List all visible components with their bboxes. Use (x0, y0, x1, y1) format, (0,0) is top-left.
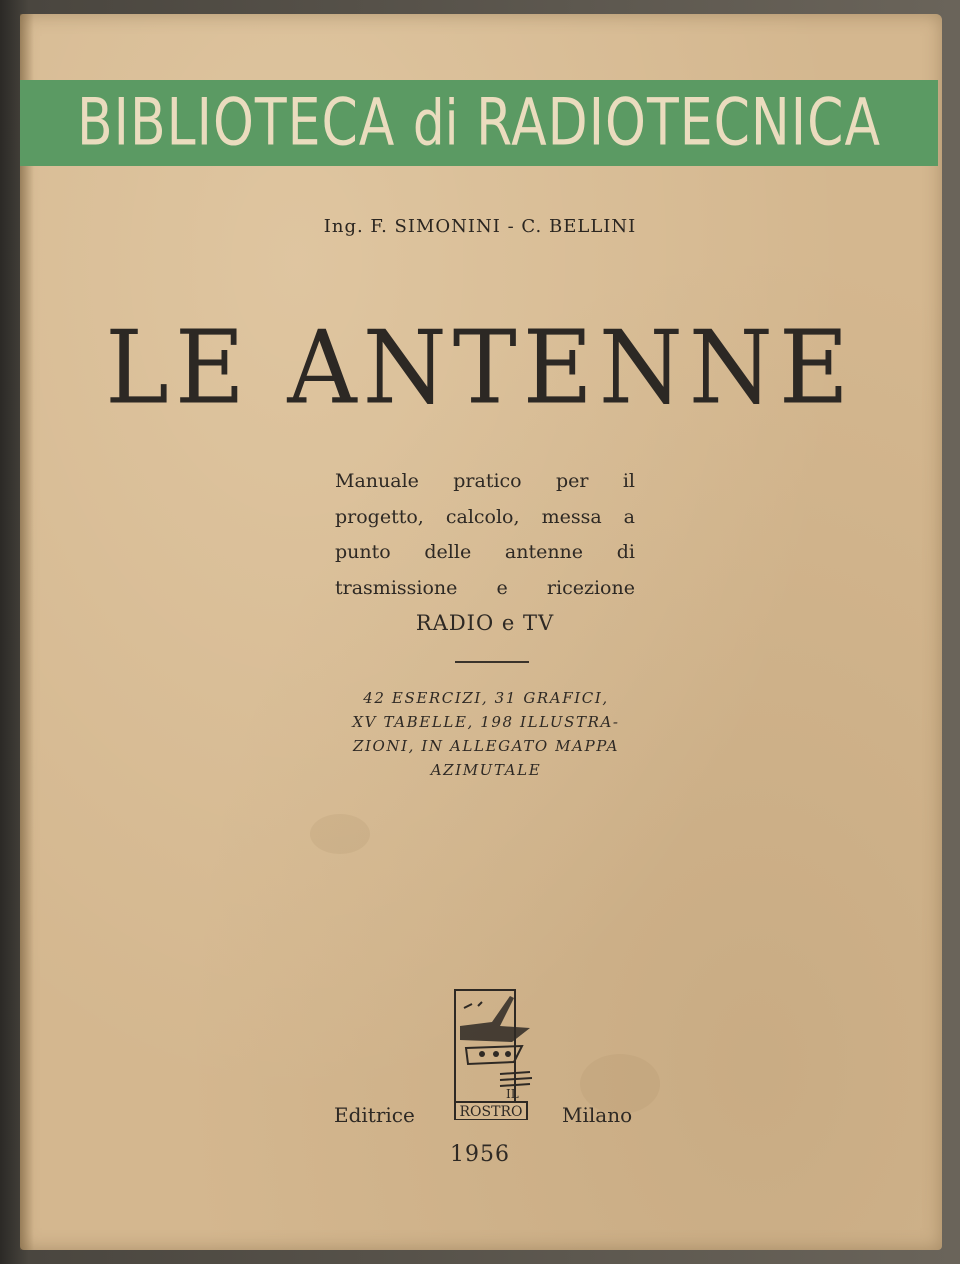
authors: Ing. F. SIMONINI - C. BELLINI (323, 216, 637, 237)
paper-stain (310, 814, 370, 854)
subtitle-line: progetto, calcolo, messa a (335, 505, 635, 528)
subtitle-line: Manuale pratico per il (335, 470, 635, 492)
ship-prow-logo-icon (452, 986, 532, 1120)
subtitle-line: trasmissione e ricezione (335, 576, 635, 599)
publisher-label: Editrice (334, 1103, 415, 1127)
subtitle-line: punto delle antenne di (335, 541, 635, 563)
spine-edge (20, 14, 34, 1250)
series-band (20, 80, 938, 166)
logo-il: IL (506, 1087, 519, 1101)
details-line: ZIONI, IN ALLEGATO MAPPA (352, 737, 620, 755)
divider-rule (455, 661, 529, 663)
subtitle-radio-tv: RADIO e TV (415, 611, 555, 635)
subtitle-block (335, 464, 635, 642)
series-title-part: BIBLIOTECA (76, 85, 413, 161)
series-title-part: RADIOTECNICA (458, 85, 882, 161)
logo-rostro: ROSTRO (459, 1104, 523, 1120)
series-title (77, 86, 881, 161)
contents-details (336, 686, 636, 782)
details-line: XV TABELLE, 198 ILLUSTRA- (352, 713, 620, 731)
book-title: LE ANTENNE (105, 309, 855, 427)
publication-year: 1956 (450, 1142, 510, 1167)
series-title-di: di (412, 86, 459, 160)
publisher-city: Milano (562, 1103, 633, 1127)
details-line: 42 ESERCIZI, 31 GRAFICI, (363, 689, 609, 707)
details-line: AZIMUTALE (430, 761, 542, 779)
